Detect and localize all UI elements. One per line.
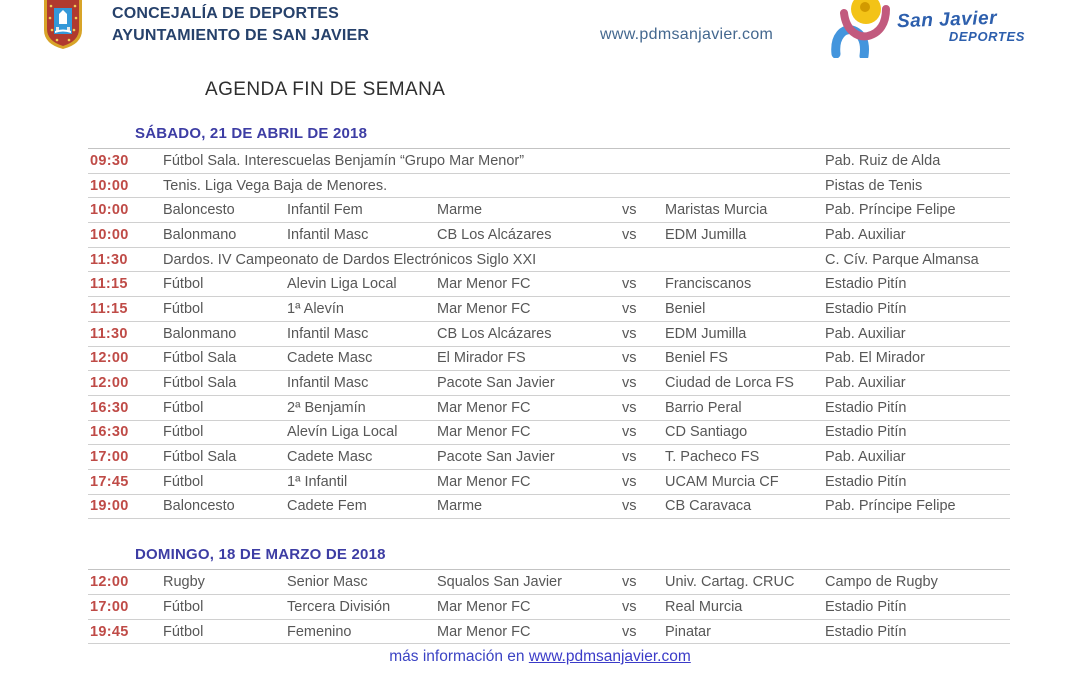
event-time: 17:00 [90, 449, 129, 466]
table-row [88, 371, 1010, 396]
event-time: 09:30 [90, 152, 129, 169]
table-row [88, 570, 1010, 595]
away-team: CD Santiago [665, 424, 748, 441]
away-team: Beniel [665, 300, 706, 317]
home-team: Mar Menor FC [437, 473, 531, 490]
event-category: 1ª Alevín [287, 300, 344, 317]
vs-label: vs [622, 498, 637, 515]
home-team: Mar Menor FC [437, 623, 531, 640]
event-venue: C. Cív. Parque Almansa [825, 251, 979, 268]
event-category: Cadete Fem [287, 498, 367, 515]
away-team: T. Pacheco FS [665, 449, 760, 466]
away-team: UCAM Murcia CF [665, 473, 779, 490]
san-javier-deportes-wordmark [897, 9, 1025, 44]
vs-label: vs [622, 399, 637, 416]
home-team: CB Los Alcázares [437, 325, 552, 342]
event-time: 19:45 [90, 623, 129, 640]
event-sport: Fútbol Sala [163, 449, 237, 466]
vs-label: vs [622, 325, 637, 342]
event-category: Infantil Fem [287, 202, 363, 219]
event-sport: Rugby [163, 574, 205, 591]
vs-label: vs [622, 623, 637, 640]
event-category: Alevín Liga Local [287, 424, 398, 441]
vs-label: vs [622, 424, 637, 441]
logo-name: San Javier [896, 7, 998, 33]
event-time: 11:15 [90, 300, 128, 317]
table-row [88, 495, 1010, 520]
schedule-section [88, 543, 1010, 644]
event-time: 17:45 [90, 473, 129, 490]
event-time: 12:00 [90, 350, 129, 367]
event-category: Tercera División [287, 598, 391, 615]
vs-label: vs [622, 598, 637, 615]
event-description: Fútbol Sala. Interescuelas Benjamín “Grupo Mar Menor” [163, 152, 525, 169]
table-row [88, 272, 1010, 297]
home-team: Squalos San Javier [437, 574, 562, 591]
home-team: Pacote San Javier [437, 375, 555, 392]
event-venue: Pab. El Mirador [825, 350, 925, 367]
home-team: El Mirador FS [437, 350, 526, 367]
away-team: CB Caravaca [665, 498, 752, 515]
event-category: 2ª Benjamín [287, 399, 366, 416]
home-team: CB Los Alcázares [437, 226, 552, 243]
event-sport: Fútbol Sala [163, 375, 237, 392]
footer-website-link[interactable]: www.pdmsanjavier.com [528, 648, 691, 665]
table-row [88, 620, 1010, 645]
table-row [88, 421, 1010, 446]
event-venue: Pab. Auxiliar [825, 325, 906, 342]
event-category: Infantil Masc [287, 226, 369, 243]
table-row [88, 595, 1010, 620]
home-team: Mar Menor FC [437, 276, 531, 293]
san-javier-deportes-figure-icon [830, 0, 894, 63]
event-venue: Estadio Pitín [825, 300, 907, 317]
event-time: 11:15 [90, 276, 128, 293]
event-venue: Pab. Auxiliar [825, 375, 906, 392]
event-time: 10:00 [90, 177, 129, 194]
org-line1: CONCEJALÍA DE DEPORTES [112, 5, 339, 22]
away-team: Beniel FS [665, 350, 728, 367]
event-time: 11:30 [90, 251, 128, 268]
vs-label: vs [622, 300, 637, 317]
event-time: 16:30 [90, 399, 129, 416]
home-team: Mar Menor FC [437, 300, 531, 317]
event-time: 12:00 [90, 375, 129, 392]
event-time: 19:00 [90, 498, 129, 515]
event-venue: Estadio Pitín [825, 276, 907, 293]
home-team: Mar Menor FC [437, 424, 531, 441]
header-website-link[interactable]: www.pdmsanjavier.com [600, 26, 774, 43]
away-team: Franciscanos [665, 276, 752, 293]
event-category: 1ª Infantil [287, 473, 348, 490]
event-sport: Fútbol [163, 623, 204, 640]
schedule-table [88, 569, 1010, 644]
event-category: Cadete Masc [287, 449, 373, 466]
event-time: 11:30 [90, 325, 128, 342]
vs-label: vs [622, 375, 637, 392]
vs-label: vs [622, 276, 637, 293]
event-venue: Estadio Pitín [825, 424, 907, 441]
away-team: EDM Jumilla [665, 226, 747, 243]
table-row [88, 396, 1010, 421]
event-venue: Pab. Ruiz de Alda [825, 152, 941, 169]
table-row [88, 347, 1010, 372]
vs-label: vs [622, 473, 637, 490]
away-team: Ciudad de Lorca FS [665, 375, 794, 392]
table-row [88, 445, 1010, 470]
event-time: 12:00 [90, 574, 129, 591]
footer-text: más información en [389, 648, 525, 665]
event-category: Infantil Masc [287, 375, 369, 392]
home-team: Marme [437, 498, 483, 515]
event-venue: Campo de Rugby [825, 574, 938, 591]
event-sport: Baloncesto [163, 498, 235, 515]
event-time: 17:00 [90, 598, 129, 615]
page-title: AGENDA FIN DE SEMANA [205, 79, 446, 100]
vs-label: vs [622, 449, 637, 466]
event-sport: Baloncesto [163, 202, 235, 219]
event-category: Femenino [287, 623, 352, 640]
vs-label: vs [622, 350, 637, 367]
schedule-section [88, 122, 1010, 519]
event-sport: Balonmano [163, 226, 237, 243]
event-venue: Pab. Auxiliar [825, 449, 906, 466]
home-team: Marme [437, 202, 483, 219]
table-row [88, 198, 1010, 223]
event-category: Cadete Masc [287, 350, 373, 367]
away-team: Barrio Peral [665, 399, 742, 416]
event-description: Dardos. IV Campeonato de Dardos Electrónicos Siglo XXI [163, 251, 537, 268]
table-row [88, 149, 1010, 174]
table-row [88, 248, 1010, 273]
footer [0, 648, 1080, 666]
away-team: Pinatar [665, 623, 711, 640]
event-sport: Fútbol [163, 473, 204, 490]
event-sport: Fútbol Sala [163, 350, 237, 367]
event-venue: Estadio Pitín [825, 598, 907, 615]
event-time: 10:00 [90, 202, 129, 219]
table-row [88, 223, 1010, 248]
home-team: Pacote San Javier [437, 449, 555, 466]
table-row [88, 297, 1010, 322]
event-time: 16:30 [90, 424, 129, 441]
event-description: Tenis. Liga Vega Baja de Menores. [163, 177, 388, 194]
vs-label: vs [622, 226, 637, 243]
event-venue: Pab. Príncipe Felipe [825, 202, 956, 219]
event-sport: Fútbol [163, 598, 204, 615]
event-sport: Fútbol [163, 424, 204, 441]
event-category: Infantil Masc [287, 325, 369, 342]
event-venue: Pistas de Tenis [825, 177, 923, 194]
event-venue: Estadio Pitín [825, 399, 907, 416]
event-sport: Fútbol [163, 276, 204, 293]
event-category: Alevin Liga Local [287, 276, 397, 293]
away-team: Maristas Murcia [665, 202, 768, 219]
vs-label: vs [622, 202, 637, 219]
event-venue: Pab. Auxiliar [825, 226, 906, 243]
table-row [88, 470, 1010, 495]
event-venue: Estadio Pitín [825, 473, 907, 490]
event-venue: Estadio Pitín [825, 623, 907, 640]
org-line2: AYUNTAMIENTO DE SAN JAVIER [112, 27, 370, 44]
table-row [88, 322, 1010, 347]
schedule-table [88, 148, 1010, 519]
logo-subtitle: DEPORTES [948, 29, 1025, 44]
event-sport: Balonmano [163, 325, 237, 342]
event-time: 10:00 [90, 226, 129, 243]
section-heading: DOMINGO, 18 DE MARZO DE 2018 [135, 546, 386, 564]
vs-label: vs [622, 574, 637, 591]
coat-of-arms-icon [42, 0, 84, 55]
event-venue: Pab. Príncipe Felipe [825, 498, 956, 515]
home-team: Mar Menor FC [437, 399, 531, 416]
away-team: Real Murcia [665, 598, 743, 615]
away-team: Univ. Cartag. CRUC [665, 574, 795, 591]
away-team: EDM Jumilla [665, 325, 747, 342]
schedule-sections [88, 122, 1010, 644]
event-sport: Fútbol [163, 300, 204, 317]
event-category: Senior Masc [287, 574, 368, 591]
organization-name [112, 3, 369, 47]
home-team: Mar Menor FC [437, 598, 531, 615]
table-row [88, 174, 1010, 199]
section-heading: SÁBADO, 21 DE ABRIL DE 2018 [135, 125, 368, 142]
event-sport: Fútbol [163, 399, 204, 416]
